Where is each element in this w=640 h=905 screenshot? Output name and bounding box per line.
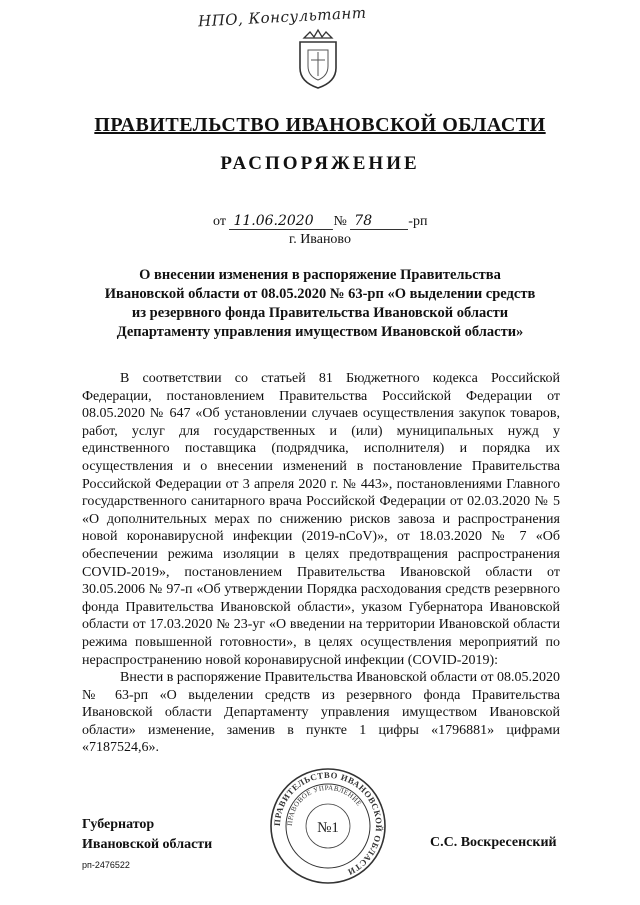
date-value: 11.06.2020	[229, 213, 333, 230]
signer-name: С.С. Воскресенский	[430, 835, 557, 850]
heading-line: из резервного фонда Правительства Ивановской области	[131, 305, 509, 321]
date-prefix: от	[213, 214, 226, 229]
paragraph: Внести в распоряжение Правительства Ивановской области от 08.05.2020 № 63-рп «О выделении средств из резервного фонда Правительства Ивановской области Департаменту управления имуществом Ивановской области» изменение, заменив в пункте 1 цифры «1796881» цифрами «7187524,6».	[82, 670, 560, 756]
handwritten-note: НПО, Консультант	[197, 3, 367, 31]
heading-line: Ивановской области от 08.05.2020 № 63-рп «О выделении средств	[104, 286, 536, 302]
number-value: 78	[350, 213, 408, 230]
body-text	[82, 370, 560, 757]
coat-of-arms-icon	[296, 28, 340, 90]
date-number-line	[213, 213, 427, 230]
city: г. Иваново	[289, 232, 351, 247]
number-suffix: -рп	[408, 214, 428, 229]
number-sign: №	[333, 214, 347, 229]
document-heading	[60, 266, 580, 342]
paragraph: В соответствии со статьей 81 Бюджетного кодекса Российской Федерации, постановлением Правительства Российской Федерации от 08.05.2020 № 647 «Об установлении случаев осуществления закупок товаров, работ, услуг для государственных и (или) муниципальных нужд у единственного поставщика (подрядчика, исполнителя) и порядка их осуществления и о внесении изменений в постановление Правительства Российской Федерации от 3 апреля 2020 г. № 443», постановлениями Главного государственного санитарного врача Российской Федерации от 02.03.2020 № 5 «О дополнительных мерах по снижению рисков завоза и распространения новой коронавирусной инфекции (2019-nCoV)», от 18.03.2020 № 7 «Об обеспечении режима изоляции в целях предотвращения распространения COVID-2019», постановлением Правительства Ивановской области от 30.05.2006 № 97-п «Об утверждении Порядка расходования средств резервного фонда Правительства Ивановской области», указом Губернатора Ивановской области от 17.03.2020 № 23-уг «О введении на территории Ивановской области режима повышенной готовности», в целях осуществления мероприятий по нераспространению новой коронавирусной инфекции (COVID-2019):	[82, 371, 560, 668]
signer-title	[82, 815, 212, 855]
stamp-ring-text: ПРАВИТЕЛЬСТВО ИВАНОВСКОЙ ОБЛАСТИ	[271, 769, 385, 878]
document-type: РАСПОРЯЖЕНИЕ	[220, 153, 420, 174]
heading-line: Департаменту управления имуществом Ивановской области»	[116, 324, 524, 340]
heading-line: О внесении изменения в распоряжение Правительства	[139, 267, 501, 283]
stamp-number: №1	[317, 820, 339, 836]
signer-title-line: Ивановской области	[82, 837, 213, 852]
document-code: рп-2476522	[82, 860, 130, 870]
official-stamp	[268, 766, 388, 886]
government-title: ПРАВИТЕЛЬСТВО ИВАНОВСКОЙ ОБЛАСТИ	[94, 114, 546, 136]
stamp-inner-text: ПРАВОВОЕ УПРАВЛЕНИЕ	[285, 783, 364, 827]
signer-title-line: Губернатор	[82, 817, 155, 832]
